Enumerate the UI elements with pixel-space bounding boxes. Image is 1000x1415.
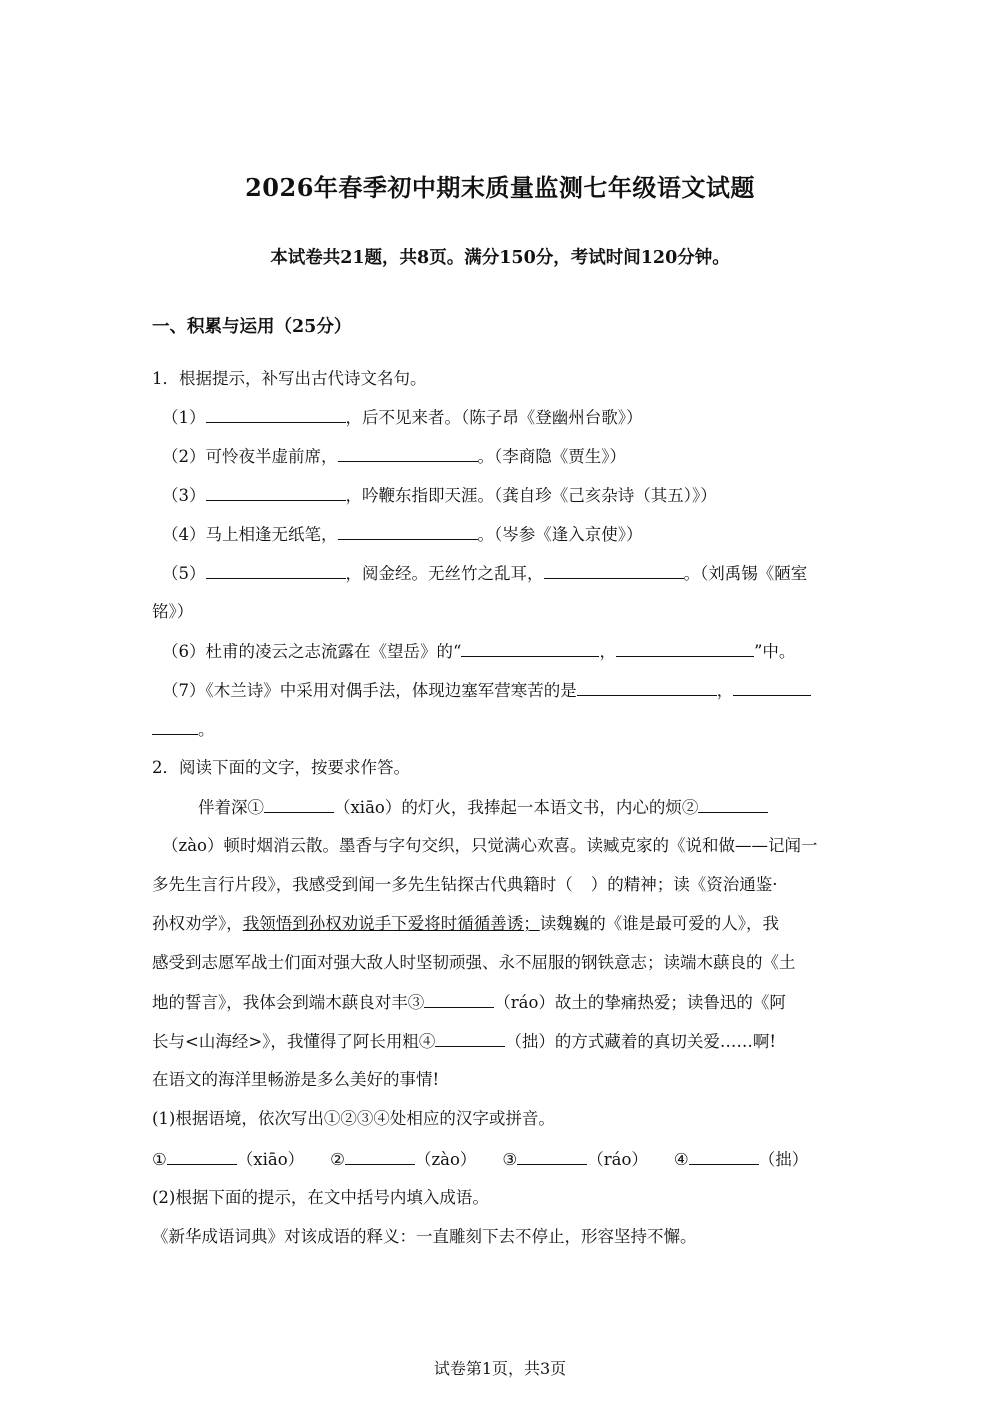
answer-blank[interactable] [206, 484, 346, 501]
answer-label-4: ④ [673, 1150, 689, 1169]
q1-item-1-label: （1） [162, 408, 206, 427]
q1-item-3 [162, 484, 862, 507]
q1-item-3-text: ，吟鞭东指即天涯。（龚自珍《己亥杂诗（其五）》） [345, 486, 717, 505]
q2-passage-line-3 [152, 874, 852, 896]
passage-text: （ráo）故土的挚痛热爱；读鲁迅的《阿 [494, 993, 786, 1012]
q1-item-5-source: 。（刘禹锡《陋室 [683, 564, 808, 583]
page-footer: 试卷第1页，共3页 [433, 1359, 567, 1378]
q2-passage-line-1 [198, 796, 898, 819]
answer-blank[interactable] [435, 1030, 505, 1047]
exam-subtitle: 本试卷共21题，共8页。满分150分，考试时间120分钟。 [270, 248, 730, 268]
q2-passage-line-2: （zào）顿时烟消云散。墨香与字句交织，只觉满心欢喜。读臧克家的《说和做——记闻一 [162, 836, 818, 855]
q1-item-7-continued [152, 718, 852, 741]
q1-item-6-comma: ， [599, 642, 616, 661]
q2-passage-line-4 [152, 913, 852, 935]
q2-passage-line-5: 感受到志愿军战士们面对强大敌人时坚韧顽强、永不屈服的钢铁意志；读端木蕻良的《土 [152, 953, 796, 972]
answer-blank[interactable] [517, 1148, 587, 1165]
underlined-sentence: 我领悟到孙权劝说手下爱将时循循善诱； [242, 914, 540, 933]
answer-blank[interactable] [264, 796, 334, 813]
q1-item-7-text: （7）《木兰诗》中采用对偶手法，体现边塞军营寒苦的是 [162, 681, 577, 700]
passage-text: 地的誓言》，我体会到端木蕻良对丰③ [152, 993, 425, 1012]
section-heading: 一、积累与运用（25分） [152, 317, 352, 337]
answer-blank[interactable] [424, 991, 494, 1008]
answer-blank[interactable] [338, 445, 478, 462]
answer-blank[interactable] [206, 406, 346, 423]
q1-item-4-source: 。（岑参《逢入京使》） [477, 525, 643, 544]
q1-item-1 [162, 406, 862, 429]
q1-item-5 [162, 562, 862, 585]
answer-label-3: ③ [502, 1150, 518, 1169]
answer-hint-3: （ráo） [587, 1150, 648, 1169]
answer-hint-1: （xiāo） [236, 1150, 305, 1169]
answer-blank[interactable] [338, 523, 478, 540]
q1-item-2 [162, 445, 862, 468]
q1-stem: 1．根据提示，补写出古代诗文名句。 [152, 369, 427, 388]
q1-item-6-end: ”中。 [753, 642, 796, 661]
q2-answer-row [152, 1148, 852, 1171]
q2-passage-line-8: 在语文的海洋里畅游是多么美好的事情! [152, 1070, 440, 1089]
answer-blank[interactable] [733, 679, 811, 696]
answer-blank[interactable] [345, 1148, 415, 1165]
passage-text: 长与<山海经>》，我懂得了阿长用粗④ [152, 1032, 436, 1051]
q1-item-6-text: （6）杜甫的凌云之志流露在《望岳》的“ [162, 642, 462, 661]
q2-hint: 《新华成语词典》对该成语的释义：一直雕刻下去不停止，形容坚持不懈。 [152, 1227, 697, 1246]
answer-blank[interactable] [689, 1148, 759, 1165]
q1-item-7 [162, 679, 862, 702]
page-title: 2026年春季初中期末质量监测七年级语文试题 [245, 173, 755, 202]
passage-text: 多先生言行片段》，我感受到闻一多先生钻探古代典籍时（ [152, 875, 573, 894]
q1-item-7-end: 。 [198, 720, 215, 739]
passage-text: （拙）的方式藏着的真切关爱……啊! [505, 1032, 777, 1051]
answer-hint-2: （zào） [414, 1150, 477, 1169]
q1-item-4 [162, 523, 862, 546]
q2-passage-line-6 [152, 991, 852, 1014]
passage-text: （xiāo）的灯火，我捧起一本语文书，内心的烦② [334, 798, 699, 817]
q1-item-3-label: （3） [162, 486, 206, 505]
answer-blank[interactable] [577, 679, 717, 696]
q2-stem: 2．阅读下面的文字，按要求作答。 [152, 758, 410, 777]
answer-blank[interactable] [698, 796, 768, 813]
answer-blank[interactable] [206, 562, 346, 579]
passage-text: 读魏巍的《谁是最可爱的人》，我 [539, 914, 779, 933]
passage-text: 伴着深① [198, 798, 264, 817]
q1-item-5-label: （5） [162, 564, 206, 583]
q2-sub-question-2: (2)根据下面的提示，在文中括号内填入成语。 [152, 1188, 489, 1207]
answer-blank[interactable] [461, 640, 599, 657]
q1-item-6 [162, 640, 862, 663]
answer-label-1: ① [152, 1150, 167, 1169]
answer-blank[interactable] [167, 1148, 237, 1165]
q2-passage-line-7 [152, 1030, 852, 1053]
q1-item-1-text: ，后不见来者。（陈子昂《登幽州台歌》） [345, 408, 643, 427]
answer-hint-4: （拙） [758, 1150, 809, 1169]
q1-item-4-text: （4）马上相逢无纸笔， [162, 525, 338, 544]
q2-sub-question-1: (1)根据语境，依次写出①②③④处相应的汉字或拼音。 [152, 1109, 555, 1128]
answer-blank[interactable] [616, 640, 754, 657]
q1-item-2-source: 。（李商隐《贾生》） [477, 447, 626, 466]
answer-label-2: ② [330, 1150, 345, 1169]
q1-item-2-text: （2）可怜夜半虚前席， [162, 447, 338, 466]
answer-blank[interactable] [544, 562, 684, 579]
q1-item-5-text: ，阅金经。无丝竹之乱耳， [345, 564, 544, 583]
passage-text: 孙权劝学》， [152, 914, 243, 933]
q1-item-7-comma: ， [716, 681, 734, 700]
passage-text: ）的精神；读《资治通鉴· [590, 875, 778, 894]
answer-blank[interactable] [152, 718, 198, 735]
q1-item-5-continued: 铭》） [152, 602, 194, 621]
